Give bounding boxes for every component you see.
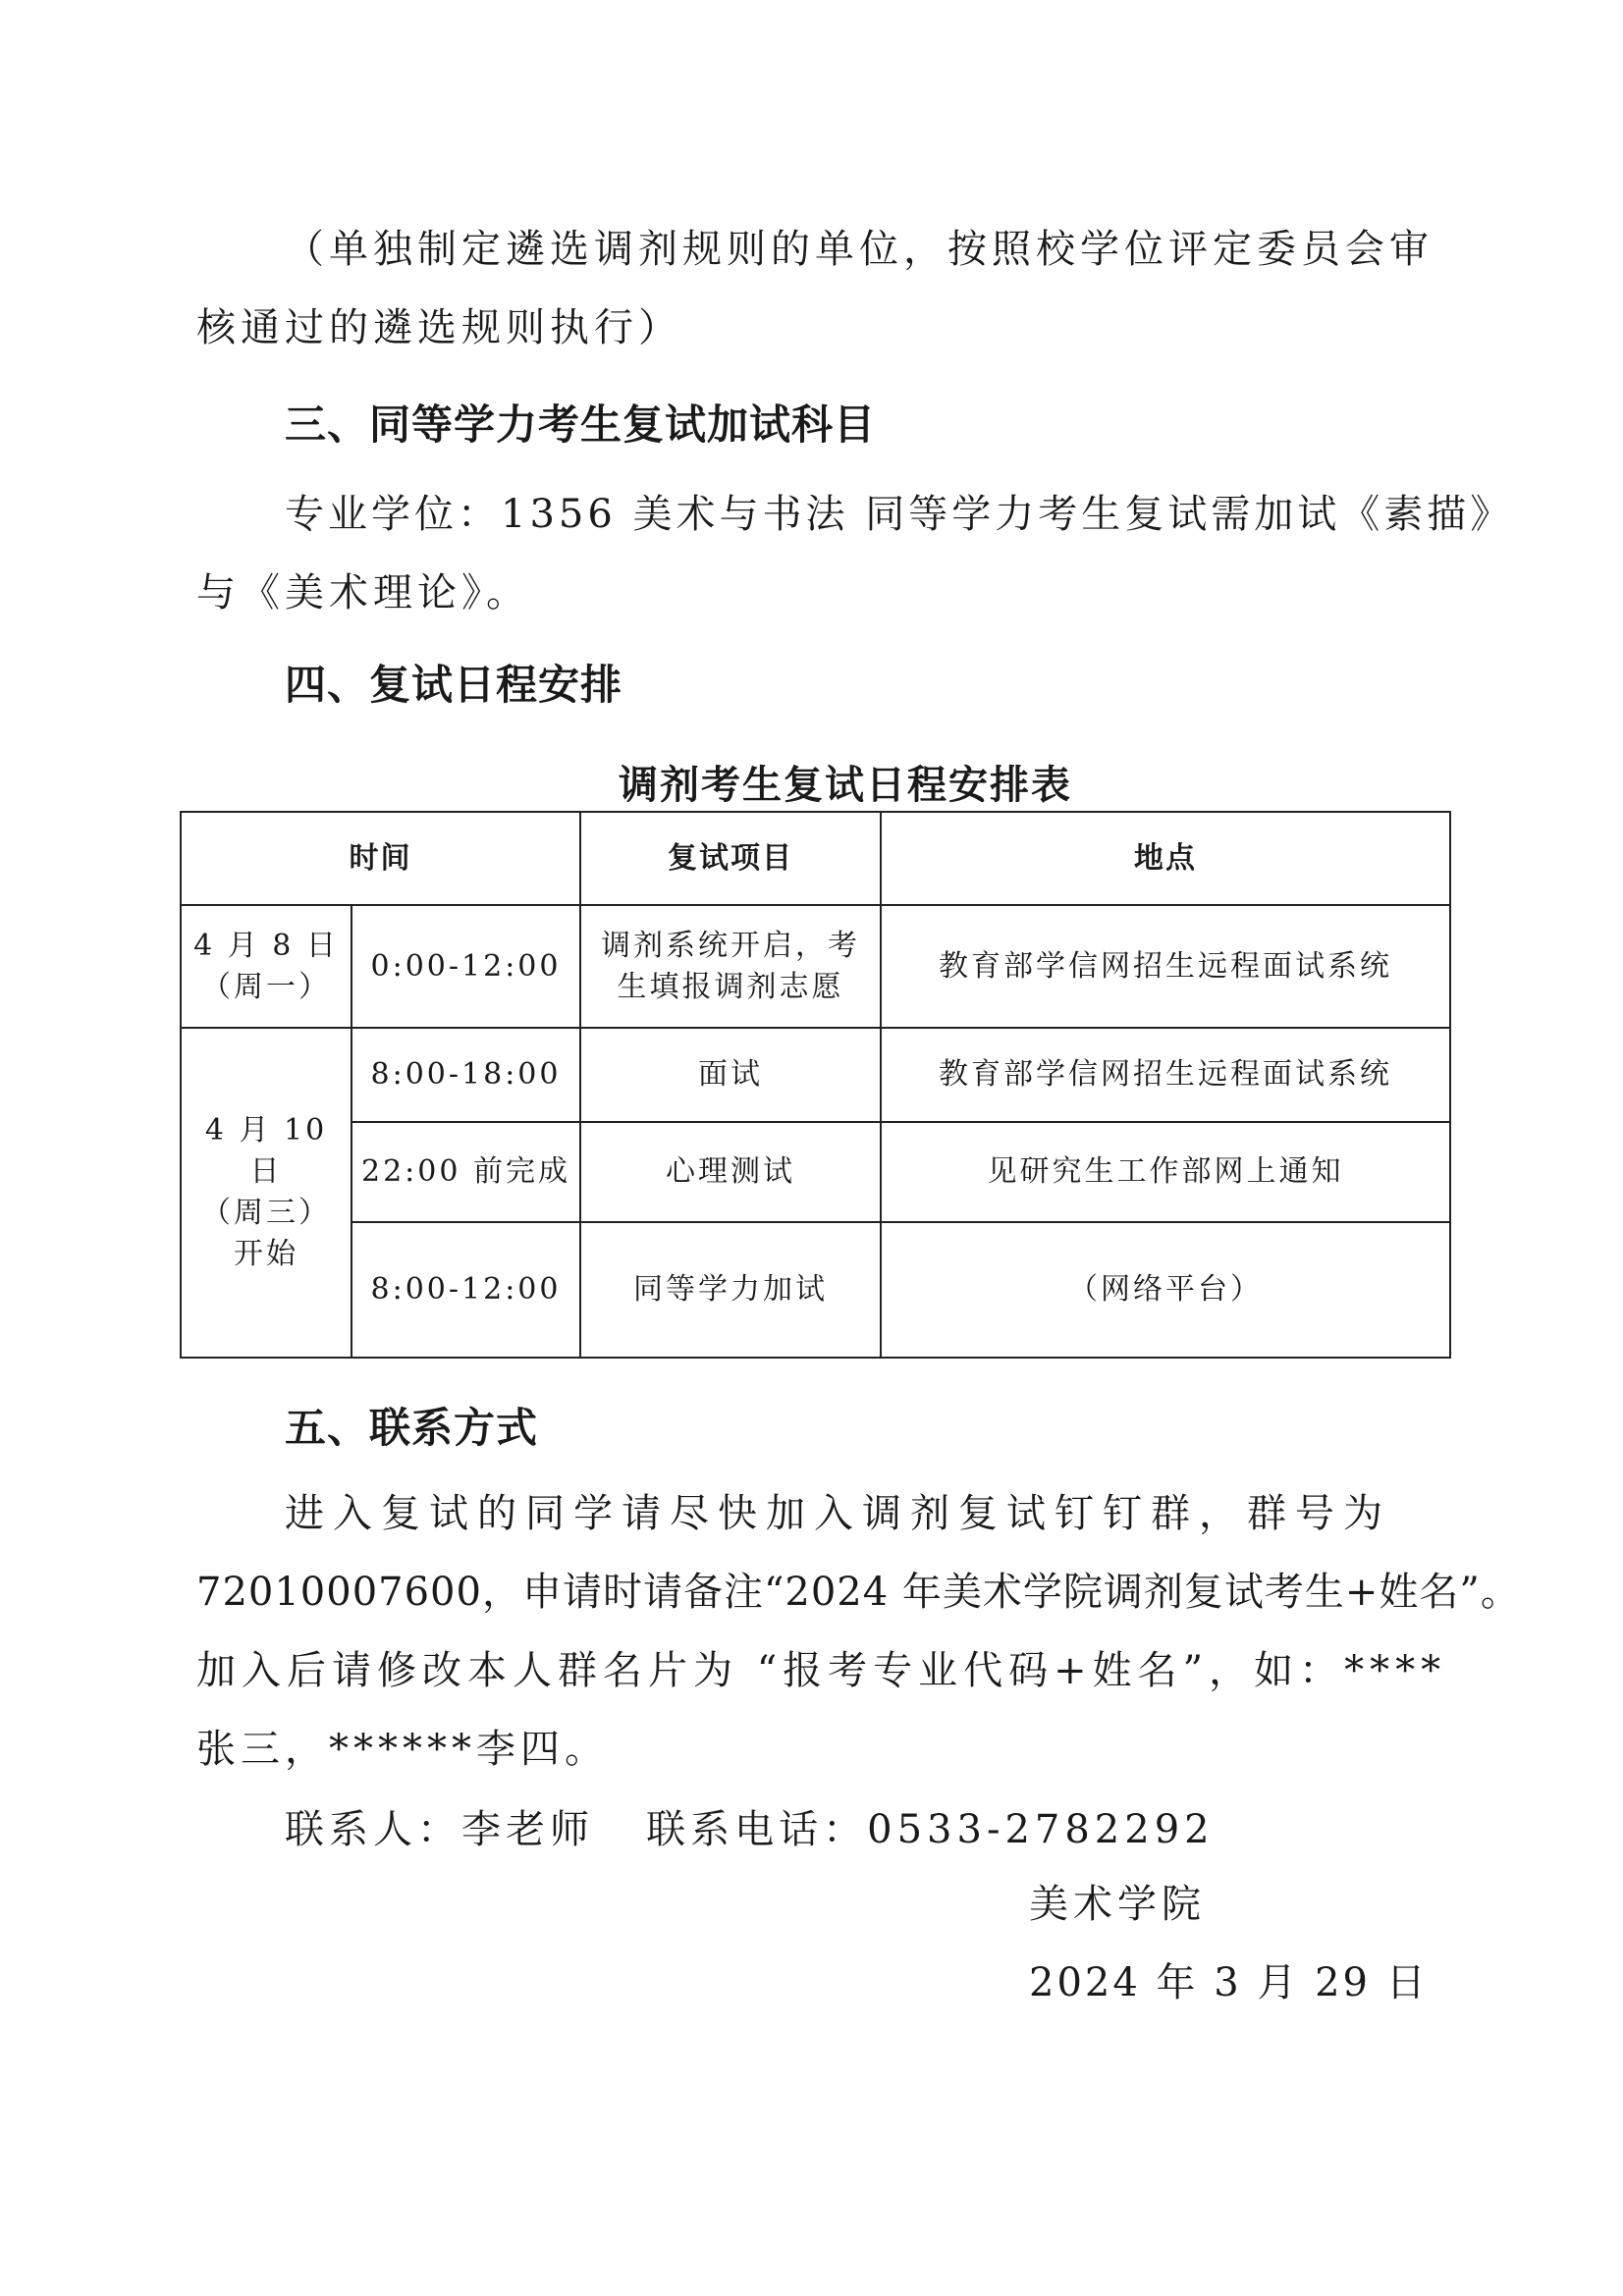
paragraph-line: 与《美术理论》。	[196, 570, 530, 615]
date-cell: 4 月 10 日 （周三） 开始	[181, 1028, 352, 1358]
table-title: 调剂考生复试日程安排表	[619, 763, 1072, 808]
table-header-row	[181, 812, 1450, 905]
section-heading-3: 三、同等学力考生复试加试科目	[285, 400, 877, 449]
place-cell: （网络平台）	[881, 1222, 1450, 1358]
section-heading-5: 五、联系方式	[285, 1404, 539, 1452]
schedule-table	[180, 811, 1451, 1359]
time-cell: 8:00-18:00	[352, 1028, 580, 1122]
time-cell: 8:00-12:00	[352, 1222, 580, 1358]
signature-date: 2024 年 3 月 29 日	[1029, 1960, 1429, 2005]
section-heading-4: 四、复试日程安排	[285, 661, 623, 709]
item-cell: 调剂系统开启，考 生填报调剂志愿	[580, 905, 881, 1028]
signature-org: 美术学院	[1029, 1882, 1206, 1927]
paragraph-line: 进入复试的同学请尽快加入调剂复试钉钉群，群号为	[285, 1491, 1391, 1536]
item-cell: 同等学力加试	[580, 1222, 881, 1358]
paragraph-line: 张三，******李四。	[196, 1727, 609, 1772]
table-row	[181, 1028, 1450, 1122]
paragraph-line: 核通过的遴选规则执行）	[196, 305, 682, 350]
contact-line: 联系人：李老师 联系电话：0533-2782292	[285, 1807, 1215, 1852]
paragraph-line: 72010007600，申请时请备注“2024 年美术学院调剂复试考生+姓名”。	[196, 1570, 1521, 1615]
item-cell: 心理测试	[580, 1122, 881, 1222]
paragraph-line: 加入后请修改本人群名片为 “报考专业代码+姓名”，如：****	[196, 1648, 1447, 1693]
place-cell: 教育部学信网招生远程面试系统	[881, 905, 1450, 1028]
paragraph-line: （单独制定遴选调剂规则的单位，按照校学位评定委员会审	[285, 227, 1434, 272]
table-row	[181, 905, 1450, 1028]
date-cell: 4 月 8 日 （周一）	[181, 905, 352, 1028]
time-cell: 0:00-12:00	[352, 905, 580, 1028]
paragraph-line: 专业学位：1356 美术与书法 同等学力考生复试需加试《素描》	[285, 492, 1514, 537]
place-cell: 教育部学信网招生远程面试系统	[881, 1028, 1450, 1122]
item-cell: 面试	[580, 1028, 881, 1122]
place-cell: 见研究生工作部网上通知	[881, 1122, 1450, 1222]
header-place: 地点	[881, 812, 1450, 905]
time-cell: 22:00 前完成	[352, 1122, 580, 1222]
table-row	[181, 1122, 1450, 1222]
table-row	[181, 1222, 1450, 1358]
header-time: 时间	[181, 812, 580, 905]
header-item: 复试项目	[580, 812, 881, 905]
